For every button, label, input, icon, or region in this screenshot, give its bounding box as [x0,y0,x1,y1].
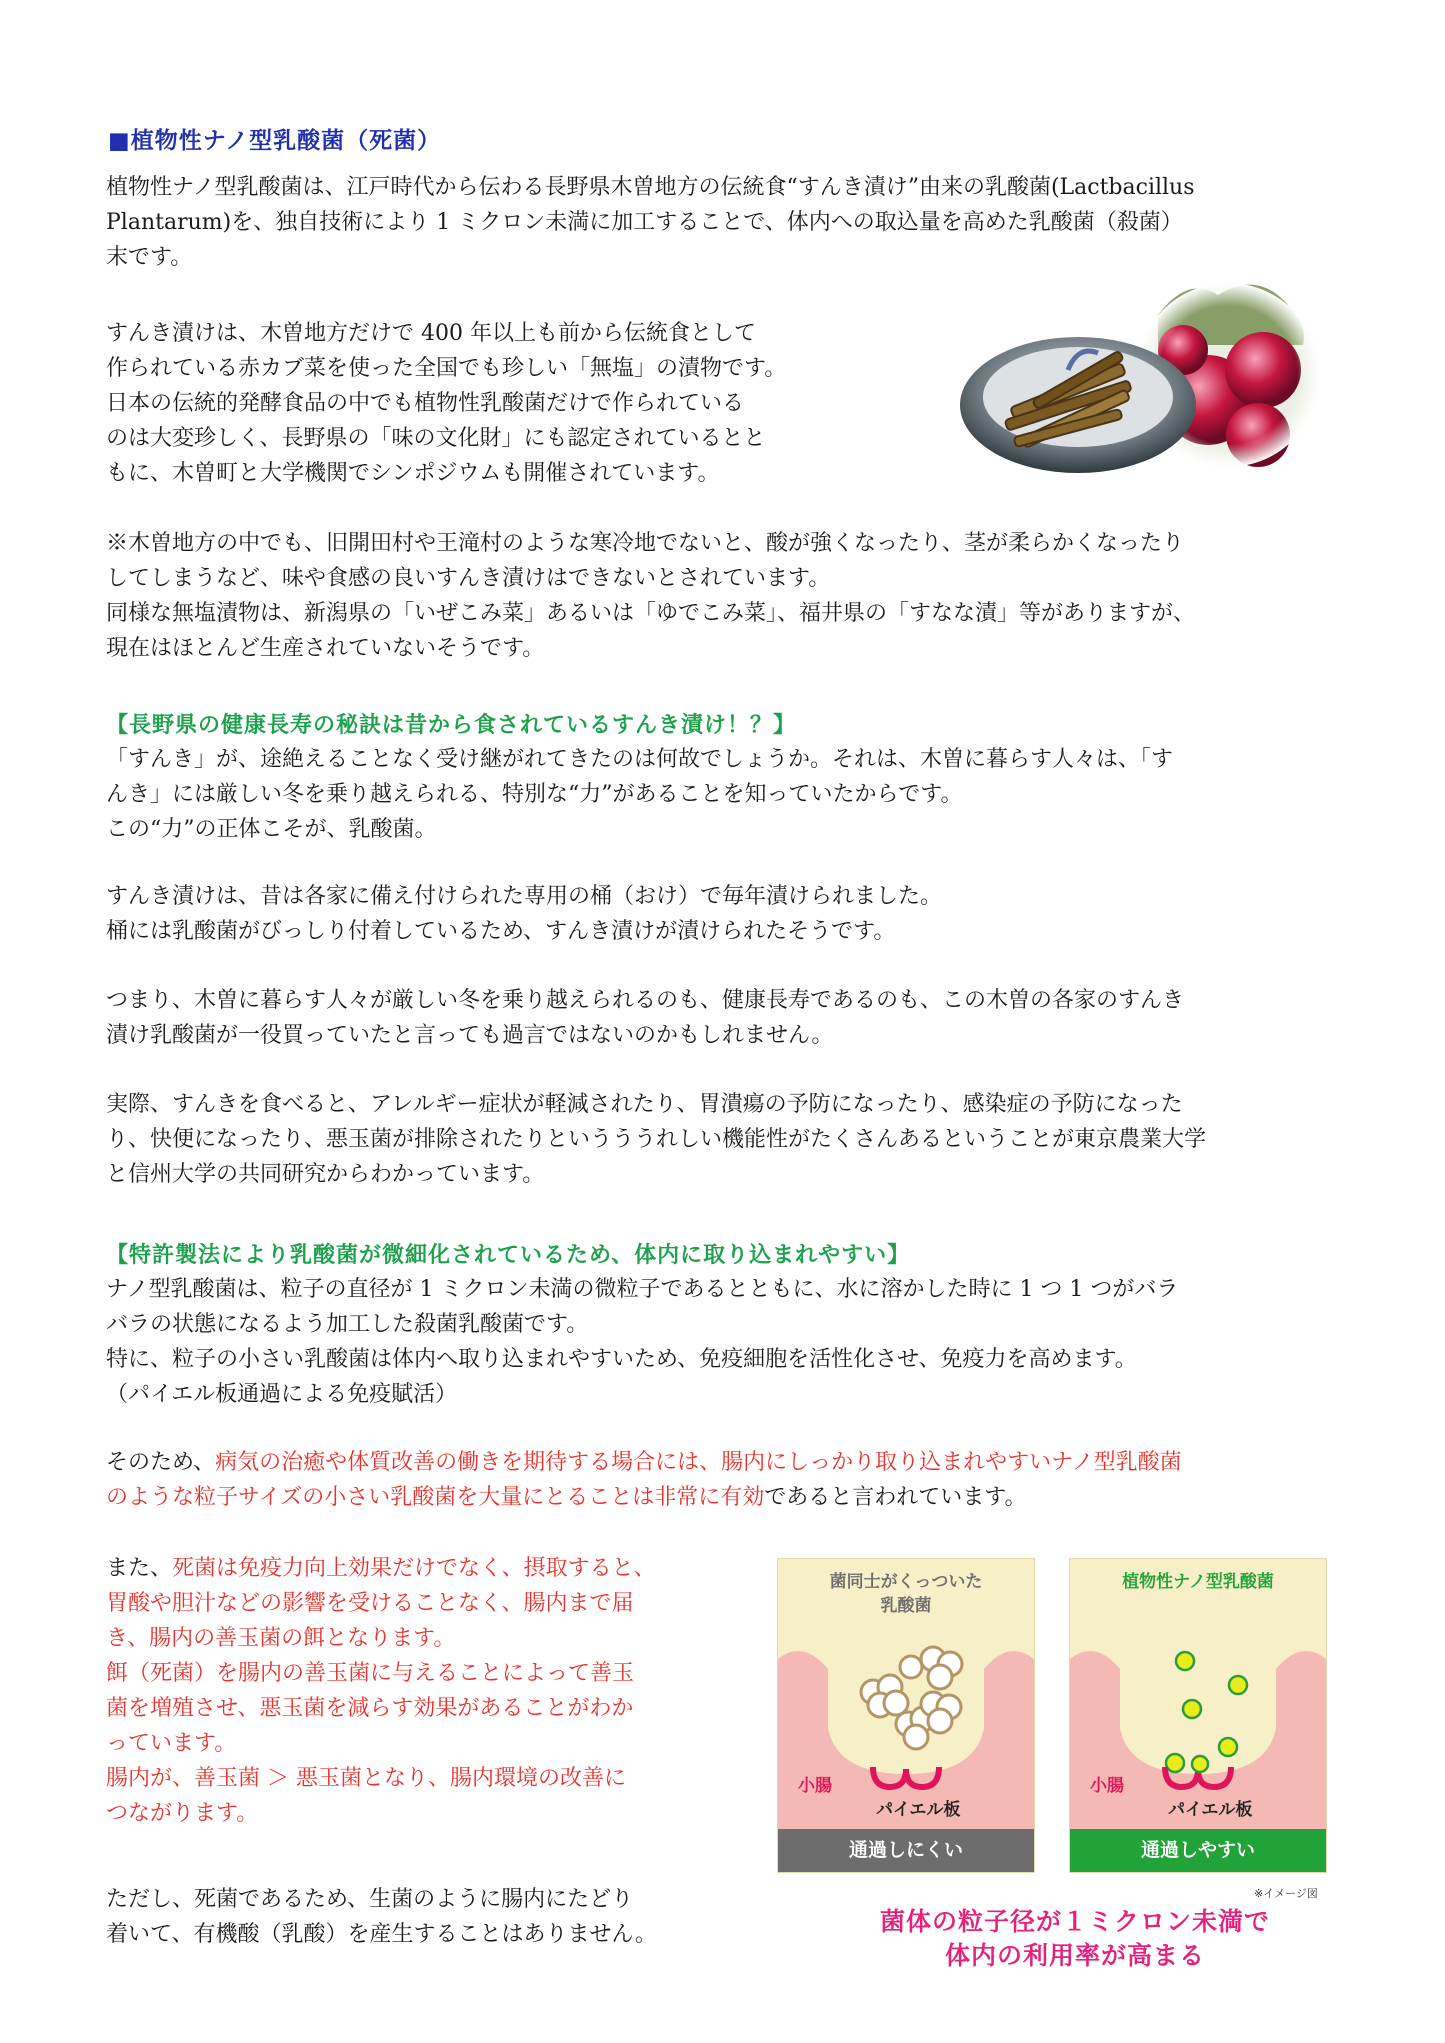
illustration-caption-line2: 体内の利用率が高まる [944,1941,1205,1970]
section4-line: り、快便になったり、悪玉菌が排除されたりというううれしい機能性がたくさんあるということが東京農業大学 [106,1127,1207,1152]
section4-line: 実際、すんきを食べると、アレルギー症状が軽減されたり、胃潰瘍の予防になったり、感染症の予防になった [106,1092,1183,1117]
section3-paragraph [106,983,1356,1053]
illustration-panel-clustered [777,1558,1035,1873]
sunki-line: 作られている赤カブ菜を使った全国でも珍しい「無塩」の漬物です。 [106,356,787,381]
section7-line: 餌（死菌）を腸内の善玉菌に与えることによって善玉 [106,1661,635,1686]
section7-line: 腸内が、善玉菌 ＞ 悪玉菌となり、腸内環境の改善に [106,1766,626,1791]
sunki-line: 日本の伝統的発酵食品の中でも植物性乳酸菌だけで作られている [106,391,745,416]
peyer-patch-label: パイエル板 [1168,1800,1253,1820]
peyer-patch-label: パイエル板 [876,1800,961,1820]
panel-title-line: 植物性ナノ型乳酸菌 [1122,1572,1274,1592]
section4-line: と信州大学の共同研究からわかっています。 [106,1162,545,1187]
intro-line: 末です。 [106,245,193,270]
small-intestine-label: 小腸 [798,1776,832,1796]
section7-line: き、腸内の善玉菌の餌となります。 [106,1626,456,1651]
section5-line: 特に、粒子の小さい乳酸菌は体内へ取り込まれやすいため、免疫細胞を活性化させ、免疫力を高めます。 [106,1347,1137,1372]
panel-footer-hard: 通過しにくい [778,1829,1034,1872]
section5-line: バラの状態になるよう加工した殺菌乳酸菌です。 [106,1312,589,1337]
sunki-line: もに、木曽町と大学機関でシンポジウムも開催されています。 [106,461,720,486]
section-heading-patent: 【特許製法により乳酸菌が微細化されているため、体内に取り込まれやすい】 [106,1243,911,1268]
section1-line: んき」には厳しい冬を乗り越えられる、特別な“力”があることを知っていたからです。 [106,782,963,807]
section6-emphasis: のような粒子サイズの小さい乳酸菌を大量にとることは非常に有効 [106,1485,765,1510]
image-note: ※イメージ図 [1254,1887,1318,1900]
note-line: 現在はほとんど生産されていないそうです。 [106,636,545,661]
section8-paragraph [106,1882,746,1952]
note-line: 同様な無塩漬物は、新潟県の「いぜこみ菜」あるいは「ゆでこみ菜」、福井県の「すなな漬」等がありますが、 [106,601,1196,626]
intro-line: 植物性ナノ型乳酸菌は、江戸時代から伝わる長野県木曽地方の伝統食“すんき漬け”由来の乳酸菌(Lactbacillus [106,175,1195,200]
section6-emphasis: 病気の治癒や体質改善の働きを期待する場合には、腸内にしっかり取り込まれやすいナノ型乳酸菌 [215,1450,1182,1475]
section7-line: つながります。 [106,1801,259,1826]
section3-line: つまり、木曽に暮らす人々が厳しい冬を乗り越えられるのも、健康長寿であるのも、この木曽の各家のすんき [106,988,1185,1013]
page-title: ■植物性ナノ型乳酸菌（死菌） [108,128,442,154]
section7-line: っています。 [106,1731,237,1756]
section1-paragraph [106,742,1356,847]
small-intestine-label: 小腸 [1090,1776,1124,1796]
section3-line: 漬け乳酸菌が一役買っていたと言っても過言ではないのかもしれません。 [106,1023,834,1048]
panel-title-line: 乳酸菌 [880,1596,932,1616]
note-line: ※木曽地方の中でも、旧開田村や王滝村のような寒冷地でないと、酸が強くなったり、茎が柔らかくなったり [106,531,1185,556]
section2-line: すんき漬けは、昔は各家に備え付けられた専用の桶（おけ）で毎年漬けられました。 [106,884,943,909]
section7-text: また、 [106,1556,173,1581]
sunki-photo [958,275,1318,485]
panel-footer-easy: 通過しやすい [1070,1829,1326,1872]
section5-paragraph [106,1272,1356,1412]
section7-emphasis: 死菌は免疫力向上効果だけでなく、摂取すると、 [172,1556,656,1581]
illustration-caption-line1: 菌体の粒子径が１ミクロン未満で [879,1907,1270,1936]
illustration-panel-nano [1069,1558,1327,1873]
section7-line: 菌を増殖させ、悪玉菌を減らす効果があることがわか [106,1696,634,1721]
section7-paragraph [106,1551,746,1831]
section5-line: ナノ型乳酸菌は、粒子の直径が 1 ミクロン未満の微粒子であるとともに、水に溶かした時に 1 つ 1 つがバラ [106,1277,1179,1302]
section8-line: ただし、死菌であるため、生菌のように腸内にたどり [106,1887,634,1912]
section8-line: 着いて、有機酸（乳酸）を産生することはありません。 [106,1922,657,1947]
note-line: してしまうなど、味や食感の良いすんき漬けはできないとされています。 [106,566,831,591]
intro-line: Plantarum)を、独自技術により 1 ミクロン未満に加工することで、体内への取込量を高めた乳酸菌（殺菌） [106,210,1183,235]
section5-line: （パイエル板通過による免疫賦活） [106,1382,458,1407]
section2-line: 桶には乳酸菌がびっしり付着しているため、すんき漬けが漬けられたそうです。 [106,919,896,944]
section-heading-health: 【長野県の健康長寿の秘訣は昔から食されているすんき漬け！？】 [106,713,797,738]
section2-paragraph [106,879,1356,949]
sunki-line: すんき漬けは、木曽地方だけで 400 年以上も前から伝統食として [106,321,756,346]
section1-line: 「すんき」が、途絶えることなく受け継がれてきたのは何故でしょうか。それは、木曽に暮らす人々は、「す [106,747,1174,772]
note-paragraph [106,526,1356,666]
section1-line: この“力”の正体こそが、乳酸菌。 [106,817,437,842]
section4-paragraph [106,1087,1356,1192]
sunki-paragraph [106,316,906,491]
section6-paragraph [106,1445,1356,1515]
panel-title-line: 菌同士がくっついた [829,1572,983,1592]
intestine-diagram [1070,1559,1326,1872]
section6-text: そのため、 [106,1450,216,1475]
section6-text: であると言われています。 [764,1485,1027,1510]
sunki-line: のは大変珍しく、長野県の「味の文化財」にも認定されているとと [106,426,766,451]
intestine-diagram [778,1559,1034,1872]
intro-paragraph [106,170,1356,275]
section7-line: 胃酸や胆汁などの影響を受けることなく、腸内まで届 [106,1591,634,1616]
